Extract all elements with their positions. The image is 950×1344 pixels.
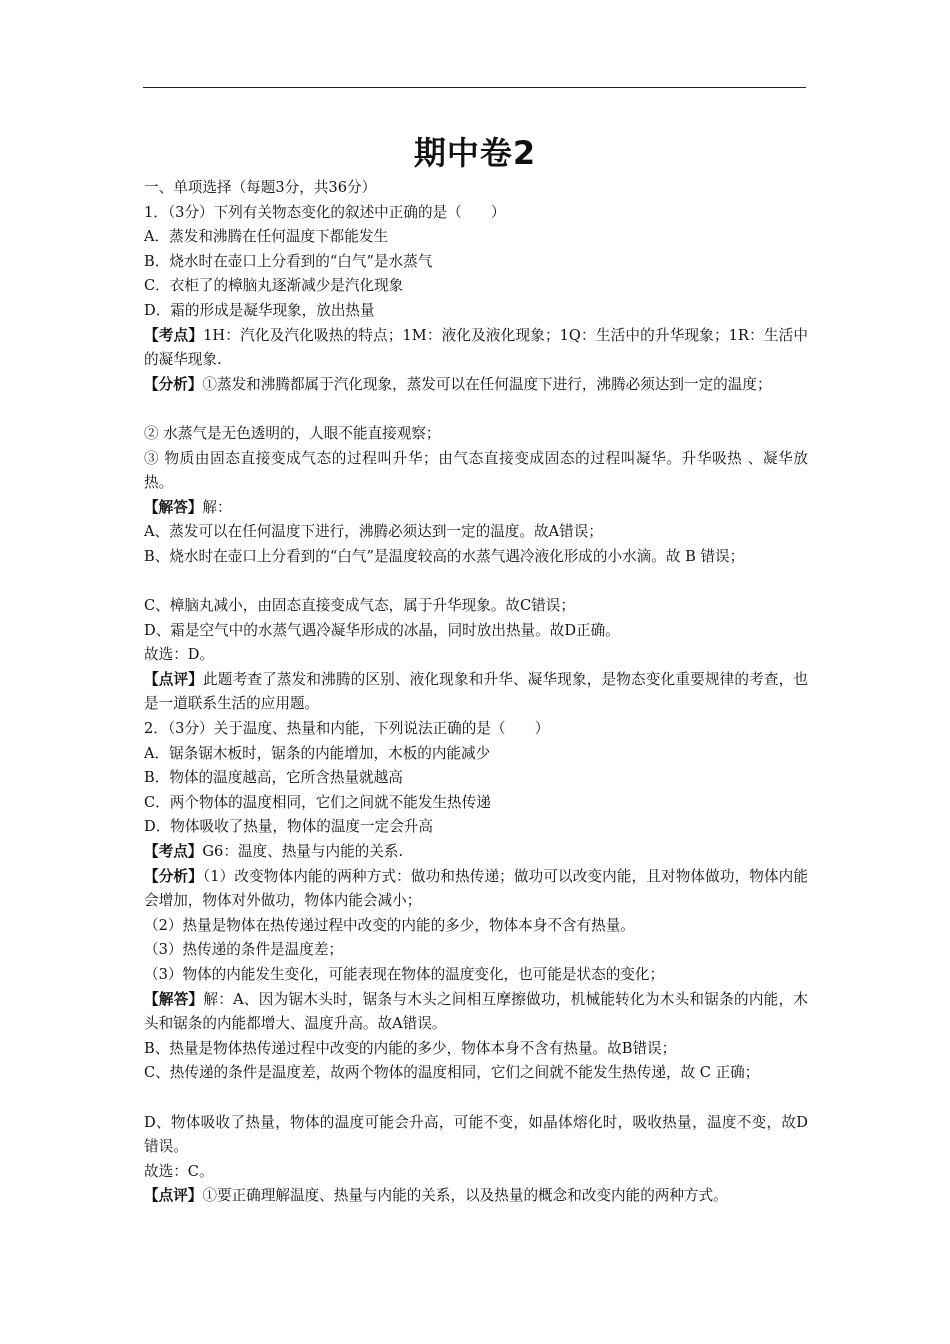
q1-option-c: C．衣柜了的樟脑丸逐渐减少是汽化现象 [144,277,404,295]
q2-kaodian [144,840,808,865]
q1-jieda-b: B、烧水时在壶口上分看到的“白气”是温度较高的水蒸气遇冷液化形成的小水滴。故 B 错误； [144,547,745,565]
q2-option-c: C．两个物体的温度相同，它们之间就不能发生热传递 [144,793,491,811]
q1-jieda-tag: 【解答】 [144,498,203,516]
q2-fenxi-line-3: （3）热传递的条件是温度差； [144,941,344,959]
q2-jieda-first: 解：A、因为锯木头时，锯条与木头之间相互摩擦做功，机械能转化为木头和锯条的内能，木头和锯条的内能都增大、温度升高。故A错误。 [144,990,808,1033]
q2-option-b: B．物体的温度越高，它所含热量就越高 [144,769,403,787]
q2-fenxi-line-4: （3）物体的内能发生变化，可能表现在物体的温度变化，也可能是状态的变化； [144,966,665,983]
q2-option-a: A．锯条锯木板时，锯条的内能增加，木板的内能减少 [144,744,491,762]
q1-jieda-intro: 解： [202,498,232,516]
q1-stem: 1．（3分）下列有关物态变化的叙述中正确的是（ ） [144,203,506,221]
q1-fenxi [144,373,808,422]
q1-option-a: A．蒸发和沸腾在任何温度下都能发生 [144,228,389,246]
q1-dianping-tag: 【点评】 [144,670,204,688]
q2-jieda [144,988,808,1037]
q1-jieda-d: D、霜是空气中的水蒸气遇冷凝华形成的冰晶，同时放出热量。故D正确。 [144,621,620,639]
q2-fenxi-text: （1）改变物体内能的两种方式：做功和热传递；做功可以改变内能，且对物体做功，物体内能会增加，物体对外做功，物体内能会减小； [144,867,808,910]
q1-jieda-c: C、樟脑丸减小，由固态直接变成气态，属于升华现象。故C错误； [144,597,575,615]
q1-fenxi-text: ①蒸发和沸腾都属于汽化现象，蒸发可以在任何温度下进行，沸腾必须达到一定的温度； [202,375,772,393]
q2-option-d: D．物体吸收了热量，物体的温度一定会升高 [144,818,433,836]
q1-fenxi-line-3: ③ 物质由固态直接变成气态的过程叫升华；由气态直接变成固态的过程叫凝华。升华吸热 、凝华放热。 [144,449,808,492]
header-rule [143,87,806,88]
q2-fenxi-line-2: （2）热量是物体在热传递过程中改变的内能的多少，物体本身不含有热量。 [144,916,635,934]
q1-kaodian-text: 1H：汽化及汽化吸热的特点；1M：液化及液化现象；1Q：生活中的升华现象；1R：生活中的凝华现象. [144,326,808,369]
q2-answer: 故选：C。 [144,1162,214,1180]
q1-kaodian [144,324,808,373]
section-heading: 一、单项选择（每题3分，共36分） [144,179,377,196]
q1-answer: 故选：D。 [144,646,215,664]
q1-dianping-text: 此题考查了蒸发和沸腾的区别、液化现象和升华、凝华现象，是物态变化重要规律的考查，也是一道联系生活的应用题。 [144,670,808,713]
q2-fenxi [144,865,808,914]
q2-fenxi-tag: 【分析】 [144,867,203,885]
q1-option-b: B．烧水时在壶口上分看到的“白气”是水蒸气 [144,252,433,270]
q1-jieda-a: A、蒸发可以在任何温度下进行，沸腾必须达到一定的温度。故A错误； [144,523,603,541]
q2-kaodian-text: G6：温度、热量与内能的关系. [202,843,404,861]
q2-jieda-b: B、热量是物体热传递过程中改变的内能的多少，物体本身不含有热量。故B错误； [144,1039,677,1057]
q1-fenxi-line-2: ② 水蒸气是无色透明的，人眼不能直接观察； [144,424,441,442]
q1-kaodian-tag: 【考点】 [144,326,204,344]
q2-jieda-c: C、热传递的条件是温度差，故两个物体的温度相同，它们之间就不能发生热传递，故 C 正确； [144,1064,760,1082]
q2-stem: 2．（3分）关于温度、热量和内能，下列说法正确的是（ ） [144,720,550,738]
page-title: 期中卷2 [413,134,537,172]
q1-jieda [144,496,808,521]
q1-dianping [144,668,808,717]
q2-dianping [144,1184,808,1209]
q1-fenxi-tag: 【分析】 [144,375,203,393]
q2-kaodian-tag: 【考点】 [144,843,203,861]
q2-jieda-tag: 【解答】 [144,990,204,1008]
q2-dianping-text: ①要正确理解温度、热量与内能的关系，以及热量的概念和改变内能的两种方式。 [202,1187,728,1205]
q2-dianping-tag: 【点评】 [144,1187,203,1205]
document-body [144,176,808,1209]
q2-jieda-d: D、物体吸收了热量，物体的温度可能会升高，可能不变，如晶体熔化时，吸收热量，温度不变，故D错误。 [144,1113,808,1156]
q1-option-d: D．霜的形成是凝华现象，放出热量 [144,301,375,319]
